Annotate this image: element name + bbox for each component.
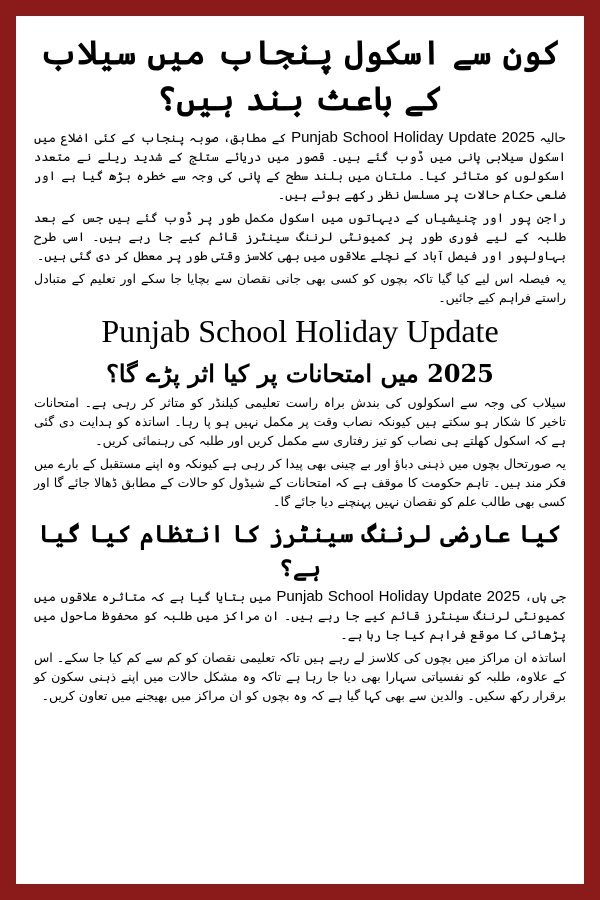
section1-paragraph-2: راجن پور اور چنیشیاں کے دیہاتوں میں اسکول مکمل طور پر ڈوب گئے ہیں جس کے بعد طلبہ کے لیے فوری طور پر کمیونٹی لرننگ سینٹرز قائم کیے جا رہے ہیں۔ اسی طرح بہاولپور اور فیصل آباد کے نچلے علاقوں میں بھی کلاسز وقتی طور پر معطل کر دی گئی ہیں۔ bbox=[34, 210, 566, 263]
article-title: کون سے اسکول پنجاب میں سیلاب کے باعث بند ہیں؟ bbox=[39, 33, 561, 118]
section3-p1-prefix: جی ہاں، bbox=[524, 589, 566, 604]
section2-heading-latin: Punjab School Holiday Update bbox=[101, 313, 499, 349]
section3-heading: کیا عارضی لرننگ سینٹرز کا انتظام کیا گیا ہے؟ bbox=[38, 519, 562, 582]
section1-p1-latin: Punjab School Holiday Update 2025 bbox=[291, 129, 535, 146]
section3-p1-latin: Punjab School Holiday Update 2025 bbox=[276, 588, 521, 605]
section1-paragraph-1 bbox=[34, 128, 566, 204]
section2-paragraph-2: یہ صورتحال بچوں میں ذہنی دباؤ اور بے چینی بھی پیدا کر رہی ہے کیونکہ وہ اپنے مستقبل کے بارے میں فکر مند ہیں۔ تاہم حکومت کا موقف ہے کہ امتحانات کے شیڈول کو حالات کے مطابق ڈھالا جائے گا اور کسی بھی طالب علم کو نقصان نہیں پہنچنے دیا جائے گا۔ bbox=[34, 456, 566, 509]
section3-p1-rest: میں بتایا گیا ہے کہ متاثرہ علاقوں میں کمیونٹی لرننگ سینٹرز قائم کیے جا رہے ہیں۔ ان مراکز میں طلبہ کو محفوظ ماحول میں پڑھائی کا موقع فراہم کیا جا رہا ہے۔ bbox=[34, 589, 566, 642]
section3-paragraph-2: اساتذہ ان مراکز میں بچوں کی کلاسز لے رہے ہیں تاکہ تعلیمی نقصان کو کم سے کم کیا جا سکے۔ اس کے علاوہ، طلبہ کو نفسیاتی سہارا بھی دیا جا رہا ہے تاکہ وہ مشکل حالات میں اپنے ذہنی سکون کو برقرار رکھ سکیں۔ والدین سے بھی کہا گیا ہے کہ وہ بچوں کو ان مراکز میں بھیجنے میں تعاون کریں۔ bbox=[34, 650, 566, 703]
section2-heading-urdu: 2025 میں امتحانات پر کیا اثر پڑے گا؟ bbox=[106, 359, 494, 388]
section1-paragraph-3: یہ فیصلہ اس لیے کیا گیا تاکہ بچوں کو کسی بھی جانی نقصان سے بچایا جا سکے اور تعلیم کے متبادل راستے فراہم کیے جائیں۔ bbox=[34, 271, 566, 305]
section1-p1-rest: کے مطابق، صوبہ پنجاب کے کئی اضلاع میں اسکول سیلابی پانی میں ڈوب گئے ہیں۔ قصور میں دریائے ستلج کے شدید ریلے نے متعدد اسکولوں کو متاثر کیا۔ ملتان میں بلند سطح کے پانی کی وجہ سے خطرہ بڑھ گیا ہے اور ضلعی حکام حالات پر مسلسل نظر رکھے ہوئے ہیں۔ bbox=[34, 130, 566, 202]
section1-p1-prefix: حالیہ bbox=[539, 130, 566, 145]
article-page bbox=[16, 16, 584, 884]
section3-paragraph-1 bbox=[34, 587, 566, 644]
section2-paragraph-1: سیلاب کی وجہ سے اسکولوں کی بندش براہ راست تعلیمی کیلنڈر کو متاثر کر رہی ہے۔ امتحانات تاخیر کا شکار ہو سکتے ہیں کیونکہ نصاب وقت پر مکمل نہیں ہو پا رہا۔ اساتذہ کو ہدایت دی گئی ہے کہ اسکول کھلتے ہی نصاب کو تیز رفتاری سے مکمل کریں اور طلبہ کی رہنمائی کریں۔ bbox=[34, 395, 566, 448]
